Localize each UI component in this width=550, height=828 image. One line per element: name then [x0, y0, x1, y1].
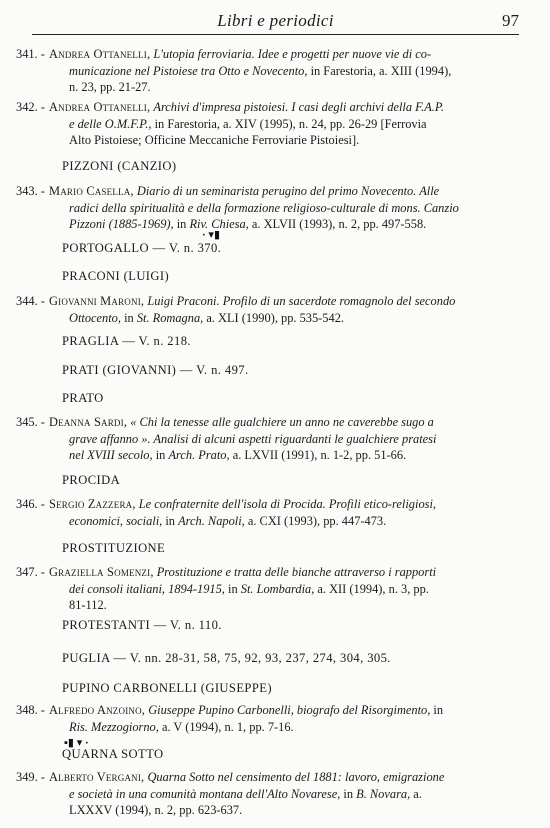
entry-citation: a. XLI (1990), pp. 535-542. — [203, 310, 344, 325]
entry-in: in — [224, 581, 241, 596]
entry-journal: Arch. Napoli, — [178, 513, 245, 528]
entry-pages: LXXXV (1994), n. 2, pp. 623-637. — [69, 803, 243, 818]
entry-number: 341. - — [16, 47, 45, 61]
entry-number: 347. - — [16, 565, 45, 579]
entry-journal: Arch. Prato, — [168, 448, 230, 463]
entry-citation: Alto Pistoiese; Officine Meccaniche Ferroviarie Pistoiesi]. — [69, 133, 360, 148]
entry-title-cont: Ottocento, — [69, 310, 121, 325]
entry-journal: Riv. Chiesa, — [189, 217, 249, 232]
entry-author: Sergio Zazzera, — [49, 497, 136, 511]
entry-author: Alfredo Anzoino, — [49, 703, 146, 717]
entry-title: Luigi Praconi. Profilo di un sacerdote romagnolo del secondo — [147, 294, 456, 308]
xref-protestanti: PROTESTANTI — V. n. 110. — [62, 618, 222, 632]
entry-347 — [16, 564, 503, 614]
heading-prostituzione: PROSTITUZIONE — [62, 541, 166, 555]
heading-pizzoni: PIZZONI (CANZIO) — [62, 159, 177, 173]
header-rule — [32, 34, 519, 35]
entry-number: 345. - — [16, 415, 45, 429]
entry-title: « Chi la tenesse alle gualchiere un anno ne caverebbe sugo a — [130, 415, 434, 429]
entry-number: 343. - — [16, 184, 45, 198]
entry-345 — [16, 414, 503, 464]
xref-portogallo: PORTOGALLO — V. n. 370. — [62, 241, 222, 255]
entry-title-cont: e società in una comunità montana dell'Alto Novarese, — [69, 786, 341, 801]
entry-number: 348. - — [16, 703, 45, 717]
entry-author: Mario Casella, — [49, 184, 134, 198]
entry-journal: Ris. Mezzogiorno, — [69, 719, 159, 734]
entry-journal: B. Novara, — [356, 786, 411, 801]
entry-citation: a. LXVII (1991), n. 1-2, pp. 51-66. — [229, 448, 407, 463]
xref-praglia: PRAGLIA — V. n. 218. — [62, 334, 191, 348]
entry-journal: St. Lombardia, — [240, 581, 315, 596]
entry-in: in — [340, 786, 357, 801]
heading-quarna: QUARNA SOTTO — [62, 747, 164, 761]
entry-author: Giovanni Maroni, — [49, 294, 145, 308]
xref-prati: PRATI (GIOVANNI) — V. n. 497. — [62, 363, 249, 377]
running-title: Libri e periodici — [217, 11, 334, 30]
entry-number: 346. - — [16, 497, 45, 511]
entry-source: in Farestoria, a. XIV (1995), n. 24, pp. 26-29 [Ferrovia — [151, 116, 427, 131]
entry-citation: a. V (1994), n. 1, pp. 7-16. — [158, 719, 294, 734]
entry-in: in — [152, 448, 169, 463]
page-number: 97 — [502, 11, 519, 30]
ink-smudge-mark: · ▾▮ — [202, 229, 220, 241]
entry-in: in — [162, 513, 179, 528]
entry-title-end: Pizzoni (1885-1969), — [69, 217, 174, 232]
entry-number: 342. - — [16, 100, 45, 114]
entry-344 — [16, 293, 503, 326]
entry-title-cont: economici, sociali, — [69, 513, 163, 528]
entry-title: Quarna Sotto nel censimento del 1881: lavoro, emigrazione — [147, 770, 445, 784]
heading-praconi: PRACONI (LUIGI) — [62, 269, 170, 283]
entry-citation: n. 23, pp. 21-27. — [69, 80, 151, 95]
entry-author: Alberto Vergani, — [49, 770, 145, 784]
entry-title: Giuseppe Pupino Carbonelli, biografo del Risorgimento, — [148, 703, 431, 717]
entry-number: 349. - — [16, 770, 45, 784]
entry-citation: a. — [410, 786, 422, 801]
entry-author: Andrea Ottanelli, — [49, 47, 151, 61]
entry-citation: a. XLVII (1993), n. 2, pp. 497-558. — [248, 217, 427, 232]
entry-source: in Farestoria, a. XIII (1994), — [307, 63, 452, 78]
ink-smudge-mark: ▪▮ ▾ · — [64, 737, 89, 749]
entry-journal: St. Romagna, — [136, 310, 204, 325]
entry-343 — [16, 183, 503, 233]
entry-title-cont: grave affanno ». Analisi di alcuni aspetti riguardanti le gualchiere pratesi — [69, 431, 437, 446]
entry-title: L'utopia ferroviaria. Idee e progetti per nuove vie di co- — [153, 47, 432, 61]
entry-author: Deanna Sardi, — [49, 415, 128, 429]
entry-title: Diario di un seminarista perugino del primo Novecento. Alle — [136, 184, 440, 198]
entry-342 — [16, 99, 503, 149]
entry-348 — [16, 702, 503, 735]
entry-author: Graziella Somenzi, — [49, 565, 154, 579]
entry-title-end: nel XVIII secolo, — [69, 448, 153, 463]
entry-title: Le confraternite dell'isola di Procida. Profili etico-religiosi, — [138, 497, 437, 511]
page-header — [32, 11, 519, 33]
entry-citation: a. XII (1994), n. 3, pp. — [314, 581, 429, 596]
entry-title-cont: e delle O.M.F.P., — [69, 116, 152, 131]
entry-citation: a. CXI (1993), pp. 447-473. — [244, 513, 387, 528]
entry-title-cont: radici della spiritualità e della formazione religioso-culturale di mons. Canzio — [69, 200, 459, 215]
entry-pages: 81-112. — [69, 598, 107, 613]
entry-number: 344. - — [16, 294, 45, 308]
heading-prato: PRATO — [62, 391, 104, 405]
xref-puglia: PUGLIA — V. nn. 28-31, 58, 75, 92, 93, 237, 274, 304, 305. — [62, 651, 391, 665]
entry-349 — [16, 769, 503, 819]
heading-procida: PROCIDA — [62, 473, 121, 487]
heading-pupino: PUPINO CARBONELLI (GIUSEPPE) — [62, 681, 272, 695]
entry-title-cont: municazione nel Pistoiese tra Otto e Novecento, — [69, 63, 308, 78]
entry-author: Andrea Ottanelli, — [49, 100, 151, 114]
entry-in: in — [120, 310, 137, 325]
entry-in: in — [173, 217, 190, 232]
entry-title: Prostituzione e tratta delle bianche attraverso i rapporti — [156, 565, 437, 579]
entry-in: in — [430, 703, 444, 717]
entry-346 — [16, 496, 503, 529]
entry-341 — [16, 46, 503, 96]
entry-title-cont: dei consoli italiani, 1894-1915, — [69, 581, 225, 596]
entry-title: Archivi d'impresa pistoiesi. I casi degli archivi della F.A.P. — [153, 100, 444, 114]
